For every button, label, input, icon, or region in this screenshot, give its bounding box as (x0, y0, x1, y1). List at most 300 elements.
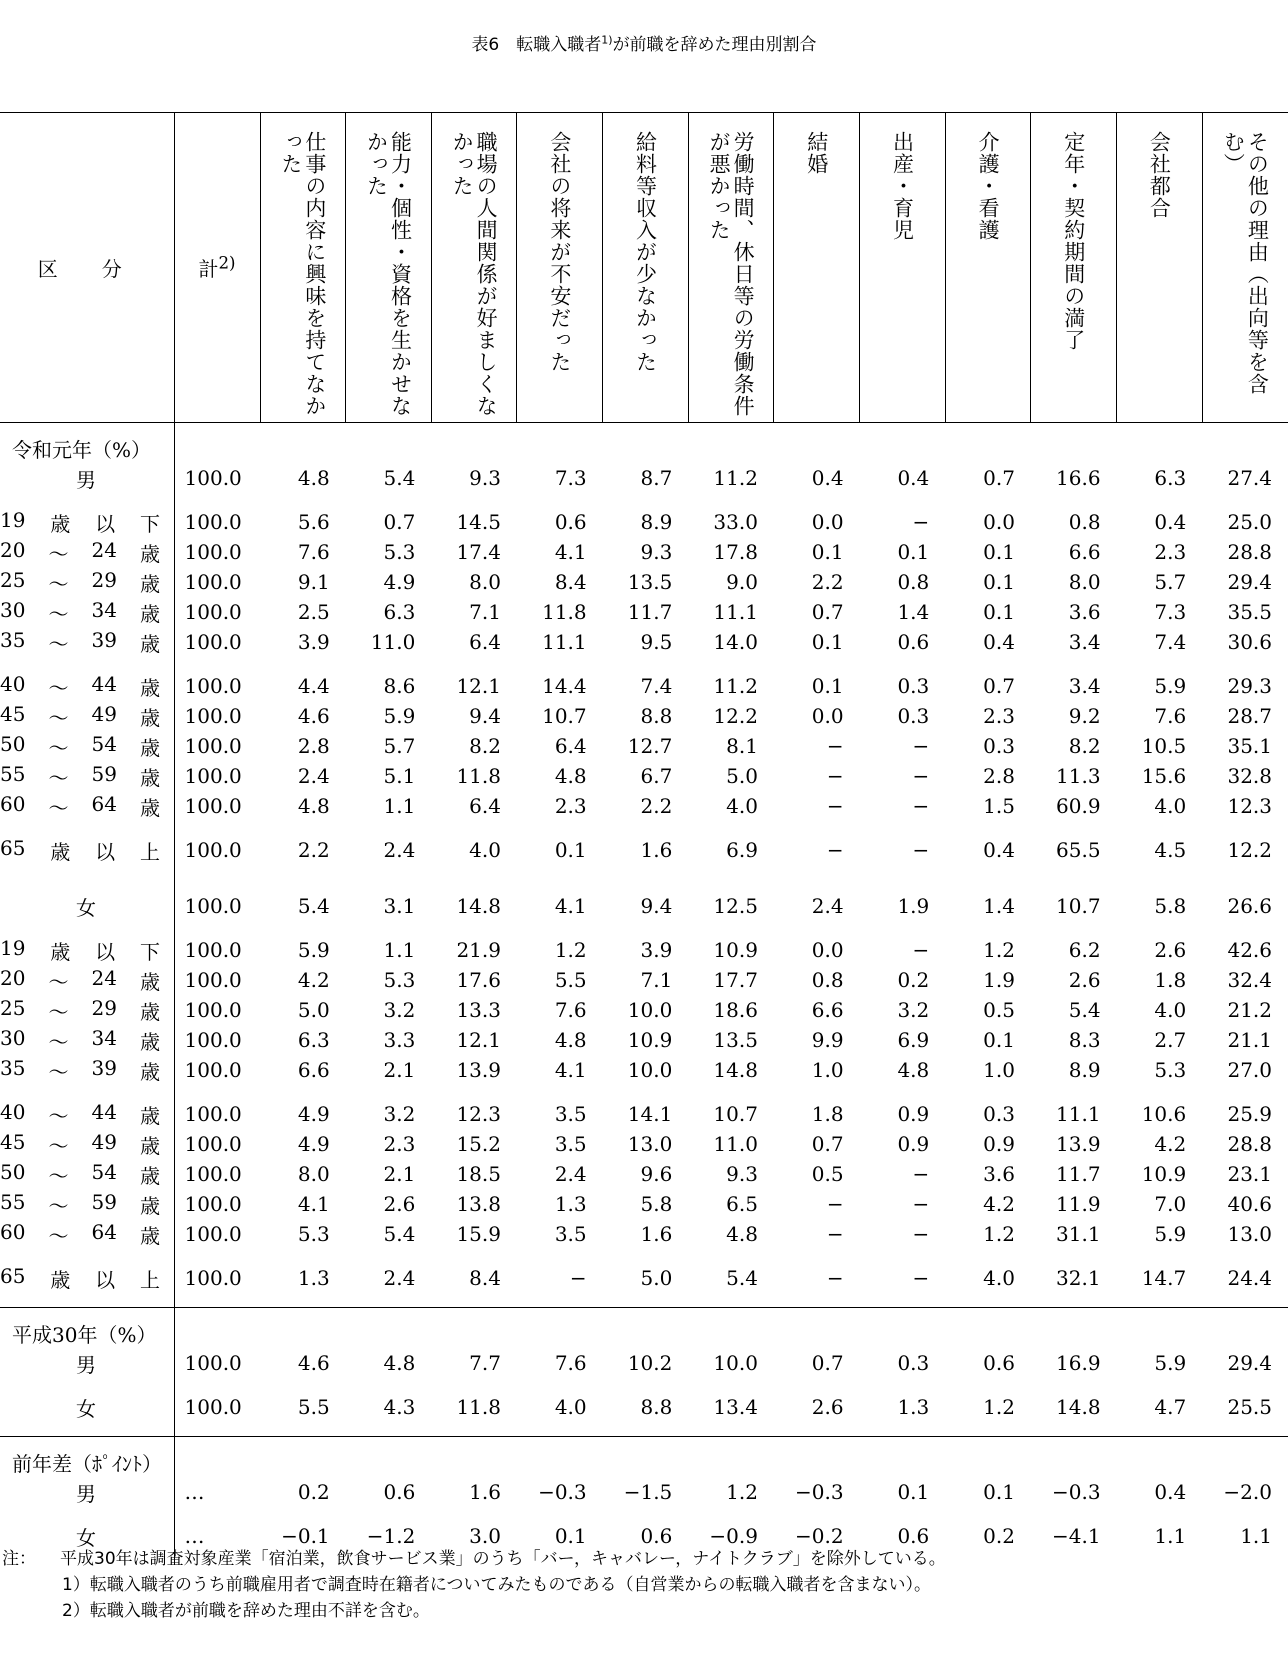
table-cell: 8.0 (297, 1162, 330, 1186)
table-cell: 4.1 (554, 894, 587, 918)
table-cell: 11.0 (370, 630, 416, 654)
table-cell: 8.6 (383, 674, 416, 698)
row-label-age: 35 ～ 39 歳 (0, 627, 174, 657)
table-cell: 2.2 (297, 838, 330, 862)
table-cell: 13.9 (456, 1058, 501, 1082)
table-cell: 100.0 (184, 1102, 242, 1126)
table-cell: 14.8 (456, 894, 501, 918)
table-cell: 5.9 (1154, 1222, 1187, 1246)
table-cell: 11.8 (456, 764, 501, 788)
table-cell: 100.0 (184, 600, 242, 624)
table-cell: − (912, 1162, 930, 1186)
table-cell: 17.4 (456, 540, 501, 564)
table-cell: 12.3 (456, 1102, 501, 1126)
table-cell: 11.8 (456, 1395, 501, 1419)
table-cell: 10.9 (713, 938, 758, 962)
table-cell: 100.0 (184, 1132, 242, 1156)
row-label-age: 25 ～ 29 歳 (0, 567, 174, 597)
row-label-age: 19 歳 以 下 (0, 935, 174, 965)
table-cell: 5.4 (297, 894, 330, 918)
table-cell: 21.1 (1227, 1028, 1272, 1052)
header-total: 計$^{2)}$ (174, 113, 260, 423)
table-row (0, 1025, 1288, 1055)
table-cell: 13.8 (456, 1192, 501, 1216)
table-cell: 12.7 (627, 734, 673, 758)
row-label-age: 25 ～ 29 歳 (0, 995, 174, 1025)
table-cell: 100.0 (184, 1266, 242, 1290)
table-cell: 27.4 (1227, 466, 1272, 490)
header-reason: 能力・個性・資格を生かせなかった (346, 113, 432, 423)
table-cell: 9.9 (811, 1028, 844, 1052)
section-title: 令和元年（%） (0, 423, 174, 464)
header-reason: 結婚 (774, 113, 860, 423)
table-cell: 0.3 (897, 674, 930, 698)
table-cell: 32.8 (1227, 764, 1272, 788)
table-cell: 9.3 (469, 466, 501, 490)
table-cell: 32.1 (1056, 1266, 1101, 1290)
table-cell: 8.2 (1068, 734, 1101, 758)
header-reason: 給料等収入が少なかった (603, 113, 689, 423)
row-label-age: 45 ～ 49 歳 (0, 701, 174, 731)
table-row (0, 1055, 1288, 1085)
table-cell: 2.8 (983, 764, 1015, 788)
table-row (0, 1099, 1288, 1129)
table-cell: 33.0 (713, 510, 758, 534)
table-cell: 2.1 (383, 1162, 416, 1186)
table-cell: 0.7 (983, 466, 1015, 490)
table-cell: 21.2 (1227, 998, 1272, 1022)
table-cell: −0.3 (795, 1480, 844, 1504)
table-cell: 4.8 (897, 1058, 930, 1082)
table-cell: 11.0 (713, 1132, 758, 1156)
table-cell: 10.7 (1056, 894, 1101, 918)
table-cell: 7.3 (554, 466, 587, 490)
section-title: 前年差（ﾎﾟｲﾝﾄ） (0, 1437, 174, 1478)
table-cell: − (826, 794, 844, 818)
table-cell: 1.8 (811, 1102, 844, 1126)
table-cell: 100.0 (184, 466, 242, 490)
header-reason: 出産・育児 (860, 113, 946, 423)
table-row (0, 1219, 1288, 1249)
data-table (0, 112, 1288, 1565)
table-cell: 4.5 (1154, 838, 1187, 862)
table-cell: 5.9 (1154, 1351, 1187, 1375)
table-row (0, 671, 1288, 701)
table-cell: 4.0 (554, 1395, 587, 1419)
table-cell: 1.6 (640, 1222, 673, 1246)
table-cell: − (912, 1266, 930, 1290)
table-cell: 100.0 (184, 674, 242, 698)
table-cell: 11.3 (1056, 764, 1101, 788)
table-cell: 1.1 (383, 938, 416, 962)
table-cell: 1.4 (983, 894, 1015, 918)
table-cell: 9.5 (640, 630, 673, 654)
table-cell: 4.3 (383, 1395, 416, 1419)
table-cell: 4.1 (554, 540, 587, 564)
table-cell: 10.0 (627, 998, 673, 1022)
table-cell: 0.1 (983, 600, 1015, 624)
header-reason: 会社の将来が不安だった (517, 113, 603, 423)
table-cell: 11.2 (713, 674, 758, 698)
table-cell: 1.2 (983, 1395, 1015, 1419)
table-cell: 13.0 (1227, 1222, 1272, 1246)
table-cell: 100.0 (184, 1058, 242, 1082)
table-cell: 7.6 (1154, 704, 1187, 728)
table-cell: − (912, 938, 930, 962)
row-label-age: 65 歳 以 上 (0, 1263, 174, 1293)
table-cell: 2.4 (383, 838, 416, 862)
table-cell: 1.1 (1240, 1524, 1272, 1548)
table-cell: 2.2 (811, 570, 844, 594)
table-cell: 14.7 (1141, 1266, 1187, 1290)
table-row (0, 835, 1288, 865)
table-cell: 1.9 (897, 894, 930, 918)
table-cell: 6.9 (897, 1028, 930, 1052)
table-cell: 1.2 (983, 1222, 1015, 1246)
table-cell: 100.0 (184, 764, 242, 788)
table-cell: 12.1 (456, 674, 501, 698)
table-row (0, 935, 1288, 965)
table-cell: 0.7 (983, 674, 1015, 698)
table-cell: 2.3 (383, 1132, 416, 1156)
row-label-age: 65 歳 以 上 (0, 835, 174, 865)
table-cell: 0.2 (897, 968, 930, 992)
table-cell: 4.1 (554, 1058, 587, 1082)
table-cell: 2.1 (383, 1058, 416, 1082)
table-cell: 6.7 (640, 764, 673, 788)
table-cell: 11.1 (713, 600, 758, 624)
table-cell: 0.8 (897, 570, 930, 594)
table-cell: −1.5 (623, 1480, 673, 1504)
table-cell: 0.1 (897, 1480, 930, 1504)
table-cell: 8.2 (469, 734, 501, 758)
table-cell: 14.8 (713, 1058, 758, 1082)
table-cell: 4.7 (1154, 1395, 1187, 1419)
table-cell: 0.7 (811, 1132, 844, 1156)
table-cell: 100.0 (184, 540, 242, 564)
table-cell: 7.1 (640, 968, 673, 992)
row-label-age: 50 ～ 54 歳 (0, 731, 174, 761)
table-cell: 2.8 (297, 734, 330, 758)
table-cell: 0.4 (811, 466, 844, 490)
table-cell: 0.1 (983, 540, 1015, 564)
table-cell: − (826, 1222, 844, 1246)
table-cell: 4.0 (1154, 794, 1187, 818)
table-cell: 2.3 (554, 794, 587, 818)
table-cell: 14.5 (456, 510, 501, 534)
table-cell: 2.5 (297, 600, 330, 624)
table-cell: 4.9 (297, 1102, 330, 1126)
table-cell: 12.2 (713, 704, 758, 728)
table-cell: 6.9 (726, 838, 758, 862)
table-cell: 0.2 (983, 1524, 1015, 1548)
table-cell: 1.8 (1154, 968, 1187, 992)
table-cell: 1.4 (897, 600, 930, 624)
table-cell: 0.6 (897, 630, 930, 654)
table-row (0, 537, 1288, 567)
table-row (0, 1348, 1288, 1378)
table-cell: 35.1 (1227, 734, 1272, 758)
row-label-gender: 女 (0, 1521, 174, 1551)
table-cell: 5.0 (640, 1266, 673, 1290)
notes (2, 1546, 946, 1624)
table-cell: 28.8 (1227, 1132, 1272, 1156)
table-cell: − (912, 838, 930, 862)
table-cell: 4.6 (297, 704, 330, 728)
table-cell: 17.7 (713, 968, 758, 992)
table-cell: 10.5 (1141, 734, 1187, 758)
table-cell: 2.6 (383, 1192, 416, 1216)
table-cell: 0.4 (983, 838, 1015, 862)
table-cell: 5.3 (383, 540, 416, 564)
table-cell: 10.7 (713, 1102, 758, 1126)
table-cell: 8.1 (726, 734, 758, 758)
table-cell: 8.9 (640, 510, 673, 534)
table-cell: 15.2 (456, 1132, 501, 1156)
table-cell: −4.1 (1052, 1524, 1101, 1548)
table-cell: 100.0 (184, 1028, 242, 1052)
table-cell: 24.4 (1227, 1266, 1272, 1290)
table-cell: 0.1 (983, 570, 1015, 594)
table-cell: 5.5 (554, 968, 587, 992)
note-2: 1）転職入職者のうち前職雇用者で調査時在籍者についてみたものである（自営業からの転職入職者を含まない）。 (62, 1575, 931, 1595)
table-cell: 7.6 (297, 540, 330, 564)
table-cell: 0.9 (983, 1132, 1015, 1156)
table-cell: 0.2 (297, 1480, 330, 1504)
table-cell: 11.9 (1056, 1192, 1101, 1216)
table-cell: 2.3 (983, 704, 1015, 728)
table-cell: 0.0 (983, 510, 1015, 534)
table-cell: 27.0 (1227, 1058, 1272, 1082)
table-cell: 9.4 (469, 704, 501, 728)
table-row (0, 965, 1288, 995)
row-label-age: 20 ～ 24 歳 (0, 537, 174, 567)
table-cell: 5.4 (726, 1266, 758, 1290)
table-cell: 12.1 (456, 1028, 501, 1052)
table-cell: − (912, 1222, 930, 1246)
table-cell: 5.3 (1154, 1058, 1187, 1082)
row-label-gender: 男 (0, 463, 174, 493)
table-cell: 4.9 (297, 1132, 330, 1156)
table-cell: 9.4 (640, 894, 673, 918)
table-cell: 4.8 (383, 1351, 416, 1375)
table-cell: 1.1 (1154, 1524, 1187, 1548)
table-cell: 2.7 (1154, 1028, 1187, 1052)
table-cell: 11.1 (542, 630, 587, 654)
table-row (0, 507, 1288, 537)
table-cell: 0.6 (640, 1524, 673, 1548)
table-cell: 4.8 (297, 794, 330, 818)
table-cell: 8.8 (640, 704, 673, 728)
table-cell: 14.0 (713, 630, 758, 654)
table-cell: 0.1 (554, 1524, 587, 1548)
table-cell: 0.9 (897, 1132, 930, 1156)
table-cell: 100.0 (184, 938, 242, 962)
table-cell: 17.6 (456, 968, 501, 992)
table-cell: 6.4 (469, 630, 501, 654)
table-cell: 4.8 (554, 1028, 587, 1052)
table-cell: 9.6 (640, 1162, 673, 1186)
table-cell: 5.0 (726, 764, 758, 788)
table-cell: 0.4 (1154, 510, 1187, 534)
table-cell: 0.0 (811, 704, 844, 728)
table-cell: 28.7 (1227, 704, 1272, 728)
table-cell: 3.6 (1068, 600, 1101, 624)
table-cell: 7.6 (554, 998, 587, 1022)
table-cell: − (912, 510, 930, 534)
table-cell: 0.3 (897, 704, 930, 728)
table-cell: 9.0 (726, 570, 758, 594)
table-cell: 100.0 (184, 1192, 242, 1216)
table-cell: 29.3 (1227, 674, 1272, 698)
table-row (0, 761, 1288, 791)
row-label-age: 30 ～ 34 歳 (0, 1025, 174, 1055)
table-cell: 0.1 (554, 838, 587, 862)
table-cell: 100.0 (184, 1222, 242, 1246)
table-cell: 7.6 (554, 1351, 587, 1375)
table-cell: 1.5 (983, 794, 1015, 818)
table-row (0, 731, 1288, 761)
table-cell: 1.6 (640, 838, 673, 862)
table-cell: 3.2 (383, 1102, 416, 1126)
table-cell: 31.1 (1056, 1222, 1101, 1246)
title-prefix: 表6 転職入職者 (471, 35, 602, 55)
table-cell: 8.8 (640, 1395, 673, 1419)
table-cell: 1.0 (983, 1058, 1015, 1082)
table-cell: 13.0 (627, 1132, 673, 1156)
table-cell: 40.6 (1227, 1192, 1272, 1216)
header-reason: 介護・看護 (945, 113, 1031, 423)
table-cell: 6.5 (726, 1192, 758, 1216)
table-cell: 13.3 (456, 998, 501, 1022)
table-cell: 100.0 (184, 968, 242, 992)
table-cell: 5.8 (640, 1192, 673, 1216)
table-cell: 3.0 (469, 1524, 501, 1548)
table-cell: 100.0 (184, 794, 242, 818)
table-row (0, 567, 1288, 597)
table-cell: 4.4 (297, 674, 330, 698)
table-cell: 10.7 (542, 704, 587, 728)
table-cell: − (912, 1192, 930, 1216)
table-cell: 2.4 (383, 1266, 416, 1290)
table-section (0, 1308, 1288, 1437)
table-cell: 1.2 (983, 938, 1015, 962)
table-cell: 0.0 (811, 938, 844, 962)
table-cell: 100.0 (184, 1162, 242, 1186)
table-cell: 0.7 (811, 600, 844, 624)
table-cell: 0.9 (897, 1102, 930, 1126)
table-cell: … (184, 1524, 205, 1548)
table-row (0, 701, 1288, 731)
table-cell: 0.8 (811, 968, 844, 992)
table-cell: 1.3 (897, 1395, 930, 1419)
table-row (0, 1263, 1288, 1293)
table-cell: 100.0 (184, 894, 242, 918)
table-cell: 0.5 (811, 1162, 844, 1186)
table-cell: 100.0 (184, 1351, 242, 1375)
table-cell: 23.1 (1227, 1162, 1272, 1186)
table-cell: 2.6 (811, 1395, 844, 1419)
table-cell: 0.1 (811, 540, 844, 564)
table-cell: − (826, 764, 844, 788)
table-cell: 3.5 (554, 1222, 587, 1246)
table-cell: 17.8 (713, 540, 758, 564)
table-cell: 10.9 (1141, 1162, 1187, 1186)
header-reason: 会社都合 (1117, 113, 1203, 423)
table-cell: 6.3 (1154, 466, 1187, 490)
table-cell: 29.4 (1227, 570, 1272, 594)
table-cell: 6.6 (297, 1058, 330, 1082)
table-cell: 9.3 (640, 540, 673, 564)
table-cell: 1.0 (811, 1058, 844, 1082)
table-cell: 25.5 (1227, 1395, 1272, 1419)
table-cell: 6.3 (383, 600, 416, 624)
table-cell: 3.5 (554, 1132, 587, 1156)
table-cell: 15.6 (1141, 764, 1187, 788)
table-cell: 0.0 (811, 510, 844, 534)
table-cell: 4.9 (383, 570, 416, 594)
row-label-age: 35 ～ 39 歳 (0, 1055, 174, 1085)
table-cell: 0.5 (983, 998, 1015, 1022)
table-cell: 6.4 (469, 794, 501, 818)
table-cell: 16.6 (1056, 466, 1101, 490)
table-cell: 0.1 (811, 674, 844, 698)
header-reason: 仕事の内容に興味を持てなかった (260, 113, 346, 423)
table-cell: 0.4 (1154, 1480, 1187, 1504)
table-cell: 3.3 (383, 1028, 416, 1052)
table-cell: 0.1 (811, 630, 844, 654)
table-cell: 3.1 (383, 894, 416, 918)
table-cell: 7.0 (1154, 1192, 1187, 1216)
row-label-age: 30 ～ 34 歳 (0, 597, 174, 627)
table-cell: 3.9 (297, 630, 330, 654)
header-reason: その他の理由（出向等を含む） (1202, 113, 1288, 423)
table-cell: 5.6 (297, 510, 330, 534)
table-cell: 8.4 (469, 1266, 501, 1290)
table-cell: 14.8 (1056, 1395, 1101, 1419)
row-label-gender: 男 (0, 1477, 174, 1507)
table-cell: 11.7 (627, 600, 673, 624)
table-cell: 5.3 (297, 1222, 330, 1246)
table-cell: 2.4 (554, 1162, 587, 1186)
table-cell: 2.2 (640, 794, 673, 818)
table-cell: 5.7 (383, 734, 416, 758)
table-cell: … (184, 1480, 205, 1504)
table-row (0, 791, 1288, 821)
table-cell: 0.7 (383, 510, 416, 534)
table-cell: 11.7 (1056, 1162, 1101, 1186)
table-cell: 5.9 (1154, 674, 1187, 698)
table-cell: −0.3 (1052, 1480, 1101, 1504)
table-row (0, 627, 1288, 657)
table-cell: 25.0 (1227, 510, 1272, 534)
table-cell: 3.9 (640, 938, 673, 962)
row-label-age: 55 ～ 59 歳 (0, 1189, 174, 1219)
row-label-age: 19 歳 以 下 (0, 507, 174, 537)
table-cell: −0.2 (795, 1524, 844, 1548)
table-cell: 5.7 (1154, 570, 1187, 594)
table-cell: 4.0 (983, 1266, 1015, 1290)
table-cell: 10.0 (627, 1058, 673, 1082)
row-label-gender: 男 (0, 1348, 174, 1378)
row-label-gender: 女 (0, 891, 174, 921)
table-cell: 10.0 (713, 1351, 758, 1375)
table-cell: 100.0 (184, 630, 242, 654)
table-cell: 2.6 (1068, 968, 1101, 992)
table-cell: 21.9 (456, 938, 501, 962)
header-reason: 職場の人間関係が好ましくなかった (431, 113, 517, 423)
table-cell: 65.5 (1056, 838, 1101, 862)
